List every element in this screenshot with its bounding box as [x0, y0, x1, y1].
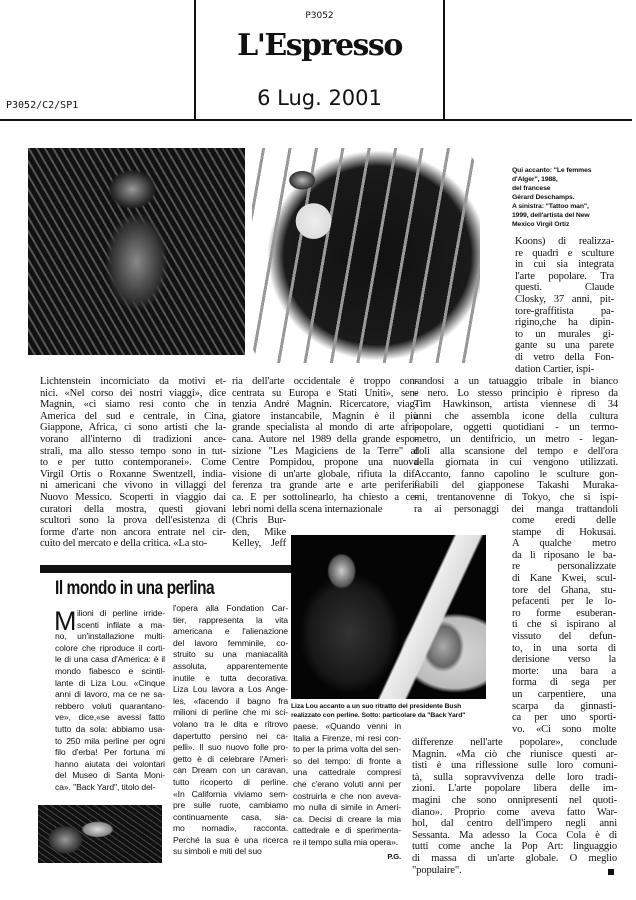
text-line: tutto ricoperto di perline. — [173, 776, 288, 787]
text-line: ve», dice,«se avessi fatto — [55, 712, 165, 723]
text-line: ca. Decisi di creare la mia — [293, 813, 401, 824]
text-line: tutto da sola: abbiamo usa- — [55, 723, 165, 734]
text-line: volano tra le dita e ritrovo — [173, 718, 288, 729]
text-line: Tim Hawkinson, artista viennese di 34 — [414, 399, 618, 411]
text-line: diano». Proprio come aveva fatto War- — [412, 806, 617, 818]
text-line: fiabili del giapponese Takashi Muraka- — [414, 480, 618, 492]
masthead-logo: L'Espresso — [237, 28, 402, 63]
text-line: ria dell'arte occidentale è troppo con- — [232, 376, 418, 387]
caption-line: realizzato con perline. Sotto: particolare da "Back Yard" — [291, 712, 466, 719]
author-signature: P.G. — [387, 852, 401, 861]
text-line: milioni di perline che mi sci- — [173, 707, 288, 718]
header-divider-right — [443, 0, 445, 120]
text-line: mo nomadi», racconta. — [173, 823, 288, 834]
text-line: americana e l'alienazione — [173, 626, 288, 637]
text-line: tore-graffitista pa- — [515, 305, 614, 317]
text-line: centrata su Europa e Stati Uniti», sen- — [232, 387, 418, 399]
text-line: America del sud e centrale, in Cina, — [40, 410, 226, 422]
text-line: le di una casa d'America: è il — [55, 654, 165, 665]
text-line: vissuto del defun- — [512, 630, 616, 642]
text-line: vo. «Ci sono molte — [512, 723, 616, 735]
article-col3-narrow — [512, 515, 616, 735]
text-line: l'opera alla Fondation Car- — [173, 603, 288, 613]
text-line: (Chris Bur- — [232, 515, 286, 526]
caption-line: A sinistra: "Tattoo man", — [512, 203, 589, 210]
text-line: Perché la sua è una ricerca — [173, 834, 288, 845]
article-col1 — [40, 376, 226, 550]
sidebar-col3 — [293, 721, 401, 849]
text-line: zioni. L'arte popolare libera delle im- — [412, 783, 617, 795]
text-line: Koons) di realizza- — [515, 236, 614, 247]
photo-femmes-dalger — [252, 148, 480, 363]
text-line: no, un'installazione multi- — [55, 631, 165, 642]
text-line: hanno aiutata dei volontari — [55, 758, 165, 769]
text-line: derisione verso la — [512, 654, 616, 666]
text-line: can Dream con un caravan, — [173, 765, 288, 776]
text-line: che c'erano voluti anni per — [293, 778, 401, 789]
text-line: ilioni di perline irride- — [77, 608, 165, 618]
photo-tattoo-man — [28, 148, 245, 355]
text-line: come eredi delle — [512, 515, 616, 526]
photo-caption-liza-lou — [291, 702, 491, 720]
photo-back-yard-detail — [38, 805, 162, 863]
text-line: lante di Liza Lou. «Cinque — [55, 677, 165, 688]
text-line: randosi a un tatuaggio tribale in bianco — [414, 376, 618, 387]
caption-line: del francese — [512, 185, 551, 192]
text-line: differenze nell'arte popolare», conclude — [412, 737, 617, 748]
text-line: Closky, 37 anni, pit- — [515, 293, 614, 305]
code-top: P3052 — [305, 11, 334, 21]
end-mark — [608, 869, 614, 875]
text-line: to 250 mila perline per ogni — [55, 735, 165, 746]
text-line: to per la prima volta del sen- — [293, 744, 401, 755]
text-line: strali, ma allo stesso tempo sono in tut- — [40, 445, 226, 457]
text-line: anni che assembla icone della cultura — [414, 410, 618, 422]
text-line: Liza Lou lavora a Los Ange- — [173, 684, 288, 695]
text-line: ni americani che vivono in villaggi del — [40, 480, 226, 492]
caption-line: d'Alger", 1988, — [512, 176, 558, 183]
text-line: vorano all'interno di tradizioni ance- — [40, 433, 226, 445]
text-line: rebbero voluti quarantano- — [55, 700, 165, 711]
text-line: getto è di celebrare l'Ameri- — [173, 753, 288, 764]
text-line: les, «facendo il bagno fra — [173, 695, 288, 706]
text-line: mondo fiabesco e scintil- — [55, 665, 165, 676]
text-line: cuito del mercato e della critica. «La sto- — [40, 538, 208, 550]
text-line: tenzia André Magnin. Ricercatore, viag- — [232, 399, 418, 411]
text-line: re il tempo sulla mia opera». — [293, 836, 399, 847]
text-line: Centre Pompidou, propone una nuova — [232, 457, 418, 469]
text-line: ferenza tra grande arte e arte periferi- — [232, 480, 418, 492]
text-line: cana. Autore nel 1989 della grande espo- — [232, 433, 418, 445]
text-line: visione di un'arte globale, rifiuta la dif- — [232, 468, 418, 480]
text-line: forma di sega per — [512, 677, 616, 689]
text-line: tutti come anche la Pop Art: linguaggio — [412, 841, 617, 853]
text-line: «In California viviamo sem- — [173, 788, 288, 799]
text-line: Italia a Firenze, mi resi con- — [293, 732, 401, 743]
text-line: giatore instancabile, Magnin è il più — [232, 410, 418, 422]
text-line: Magnin, «ci siamo resi conto che in — [40, 399, 226, 411]
text-line: Magnin. «Ma ciò che riunisce questi ar- — [412, 748, 617, 760]
text-line: scarpa da ginnasti- — [512, 700, 616, 712]
text-line: cattedrale e di sperimenta- — [293, 825, 401, 836]
text-line: Kelley, Jeff — [232, 538, 286, 550]
text-line: to un murales gi- — [515, 328, 614, 340]
header-rule — [0, 119, 632, 121]
photo-liza-lou-bush-portrait — [291, 535, 486, 699]
text-line: continuamente casa, sia- — [173, 811, 288, 822]
sidebar-top-bar — [40, 565, 292, 573]
text-line: metro, un dentifricio, un metro - legan- — [414, 433, 618, 445]
text-line: di vetro della Fon- — [515, 351, 614, 363]
text-line: tà, sulla sopravvivenza delle loro tradi- — [412, 771, 617, 783]
text-line: forme d'arte non ancora entrate nel cir- — [40, 526, 226, 538]
text-line: costruirla e che non aveva- — [293, 790, 401, 801]
text-line: questi. Claude — [515, 282, 614, 294]
text-line: del lavoro femminile, co- — [173, 637, 288, 648]
text-line: den, Mike — [232, 526, 286, 538]
text-line: l'arte popolare. Tra — [515, 270, 614, 282]
text-line: re personalizzate — [512, 561, 616, 573]
text-line: pefacenti per le lo- — [512, 596, 616, 608]
text-line: dapertutto persino nei ca- — [173, 730, 288, 741]
caption-line: 1999, dell'artista del New — [512, 212, 590, 219]
text-line: Lichtenstein incorniciato da motivi et- — [40, 376, 226, 387]
text-line: popolare, oggetti quotidiani - un termo- — [414, 422, 618, 434]
text-line: curatori della mostra, questi giovani — [40, 503, 226, 515]
text-line: re quadri e sculture — [515, 247, 614, 259]
text-line: ra ai personaggi dei manga trattandoli — [414, 503, 618, 515]
text-line: un carpentiere, una — [512, 688, 616, 700]
text-line: stampe di Hokusai. — [512, 526, 616, 538]
text-line: mi, trentanovenne di Tokyo, che si ispi- — [414, 491, 618, 503]
text-line: hol, dal centro dell'impero negli anni — [412, 818, 617, 830]
text-line: "populaire". — [412, 864, 462, 876]
text-line: pre sulle ruote, cambiamo — [173, 800, 288, 811]
text-line: tier, rappresenta la vita — [173, 614, 288, 625]
text-line: A qualche metro — [512, 538, 616, 550]
text-line: paese. «Quando venni in — [293, 721, 401, 731]
article-col3-end — [412, 737, 617, 876]
archive-code: P3052/C2/SP1 — [6, 100, 79, 111]
text-line: su simboli e miti del suo — [173, 846, 262, 857]
text-line: Virgil Ortis o Roxanne Swentzell, india- — [40, 468, 226, 480]
text-line: nici. «Nel corso dei nostri viaggi», dice — [40, 387, 226, 399]
text-line: pelli». Il suo nuovo folle pro- — [173, 742, 288, 753]
text-line: inutile e tutta decorativa. — [173, 672, 288, 683]
text-line: di massa di un'arte globale. O meglio — [412, 852, 617, 864]
article-col3-top — [515, 236, 614, 375]
text-line: assoluta, apparentemente — [173, 660, 288, 671]
text-line: gante su una parete — [515, 340, 614, 352]
text-line: in cui sia integrata — [515, 259, 614, 271]
text-line: Accanto, fanno capolino le sculture gon- — [414, 468, 618, 480]
text-line: so del tempo: di fronte a — [293, 755, 401, 766]
text-line: mo nulla di simile in Ameri- — [293, 802, 401, 813]
text-line: della giornata in cui vengono utilizzati. — [414, 457, 618, 469]
photo-caption-top — [512, 166, 622, 229]
text-line: di Kane Kwei, scul- — [512, 572, 616, 584]
caption-line: Liza Lou accanto a un suo ritratto del presidente Bush — [291, 703, 462, 710]
text-line: magini che sono onnipresenti nel quoti- — [412, 794, 617, 806]
text-line: ca per uno sporti- — [512, 712, 616, 724]
text-line: scenti infilate a ma- — [77, 619, 165, 630]
text-line: morte: una bara a — [512, 665, 616, 677]
text-line: doli alla scansione del tempo e dell'ora — [414, 445, 618, 457]
article-col3-wide — [414, 376, 618, 515]
text-line: tisti è una riflessione sulle loro comuni- — [412, 760, 617, 772]
text-line: ro forme esuberan- — [512, 607, 616, 619]
text-line: grande specialista al mondo di arte afri- — [232, 422, 418, 434]
issue-date: 6 Lug. 2001 — [257, 86, 382, 110]
drop-cap: M — [54, 606, 77, 636]
text-line: ca. E per sottolinearlo, ha chiesto a ce- — [232, 491, 418, 503]
caption-line: Mexico Virgil Ortiz — [512, 221, 570, 228]
text-line: Nuovo Messico. Scoperti in viaggio dai — [40, 491, 226, 503]
sidebar-col2 — [173, 603, 288, 858]
text-line: scultori sono la prova dell'esistenza di — [40, 515, 226, 527]
text-line: del Museo di Santa Moni- — [55, 770, 165, 781]
text-line: to, in una sorta di — [512, 642, 616, 654]
caption-line: Qui accanto: "Le femmes — [512, 167, 592, 174]
text-line: da lì riposano le ba- — [512, 549, 616, 561]
text-line: Sessanta. Ma adesso la Coca Cola è di — [412, 829, 617, 841]
text-line: una cattedrale compresi — [293, 767, 401, 778]
sidebar-title: Il mondo in una perlina — [55, 578, 215, 599]
caption-line: Gérard Deschamps. — [512, 194, 575, 201]
article-col2-narrow — [232, 515, 286, 550]
sidebar-col1-lead — [55, 608, 165, 794]
text-line: lebri nomi della scena internazionale — [232, 503, 383, 515]
article-col2 — [232, 376, 418, 515]
text-line: dation Cartier, ispi- — [515, 363, 595, 375]
text-line: rigino,che ha dipin- — [515, 317, 614, 329]
text-line: tore del Ghana, stu- — [512, 584, 616, 596]
text-line: sizione "Les Magiciens de la Terre" al — [232, 445, 418, 457]
text-line: ca». "Back Yard", titolo del- — [55, 781, 156, 792]
text-line: e nero. Lo stesso principio è ripreso da — [414, 387, 618, 399]
text-line: to e per tutto contemporanei». Come — [40, 457, 226, 469]
text-line: Giappone, Africa, ci sono artisti che la- — [40, 422, 226, 434]
text-line: struito su una maniacalità — [173, 649, 288, 660]
text-line: colore che riproduce il corti- — [55, 642, 165, 653]
text-line: ti che si ispirano al — [512, 619, 616, 631]
text-line: filo d'erba! Per fortuna mi — [55, 747, 165, 758]
text-line: anni di lavoro, ma ce ne sa- — [55, 689, 165, 700]
